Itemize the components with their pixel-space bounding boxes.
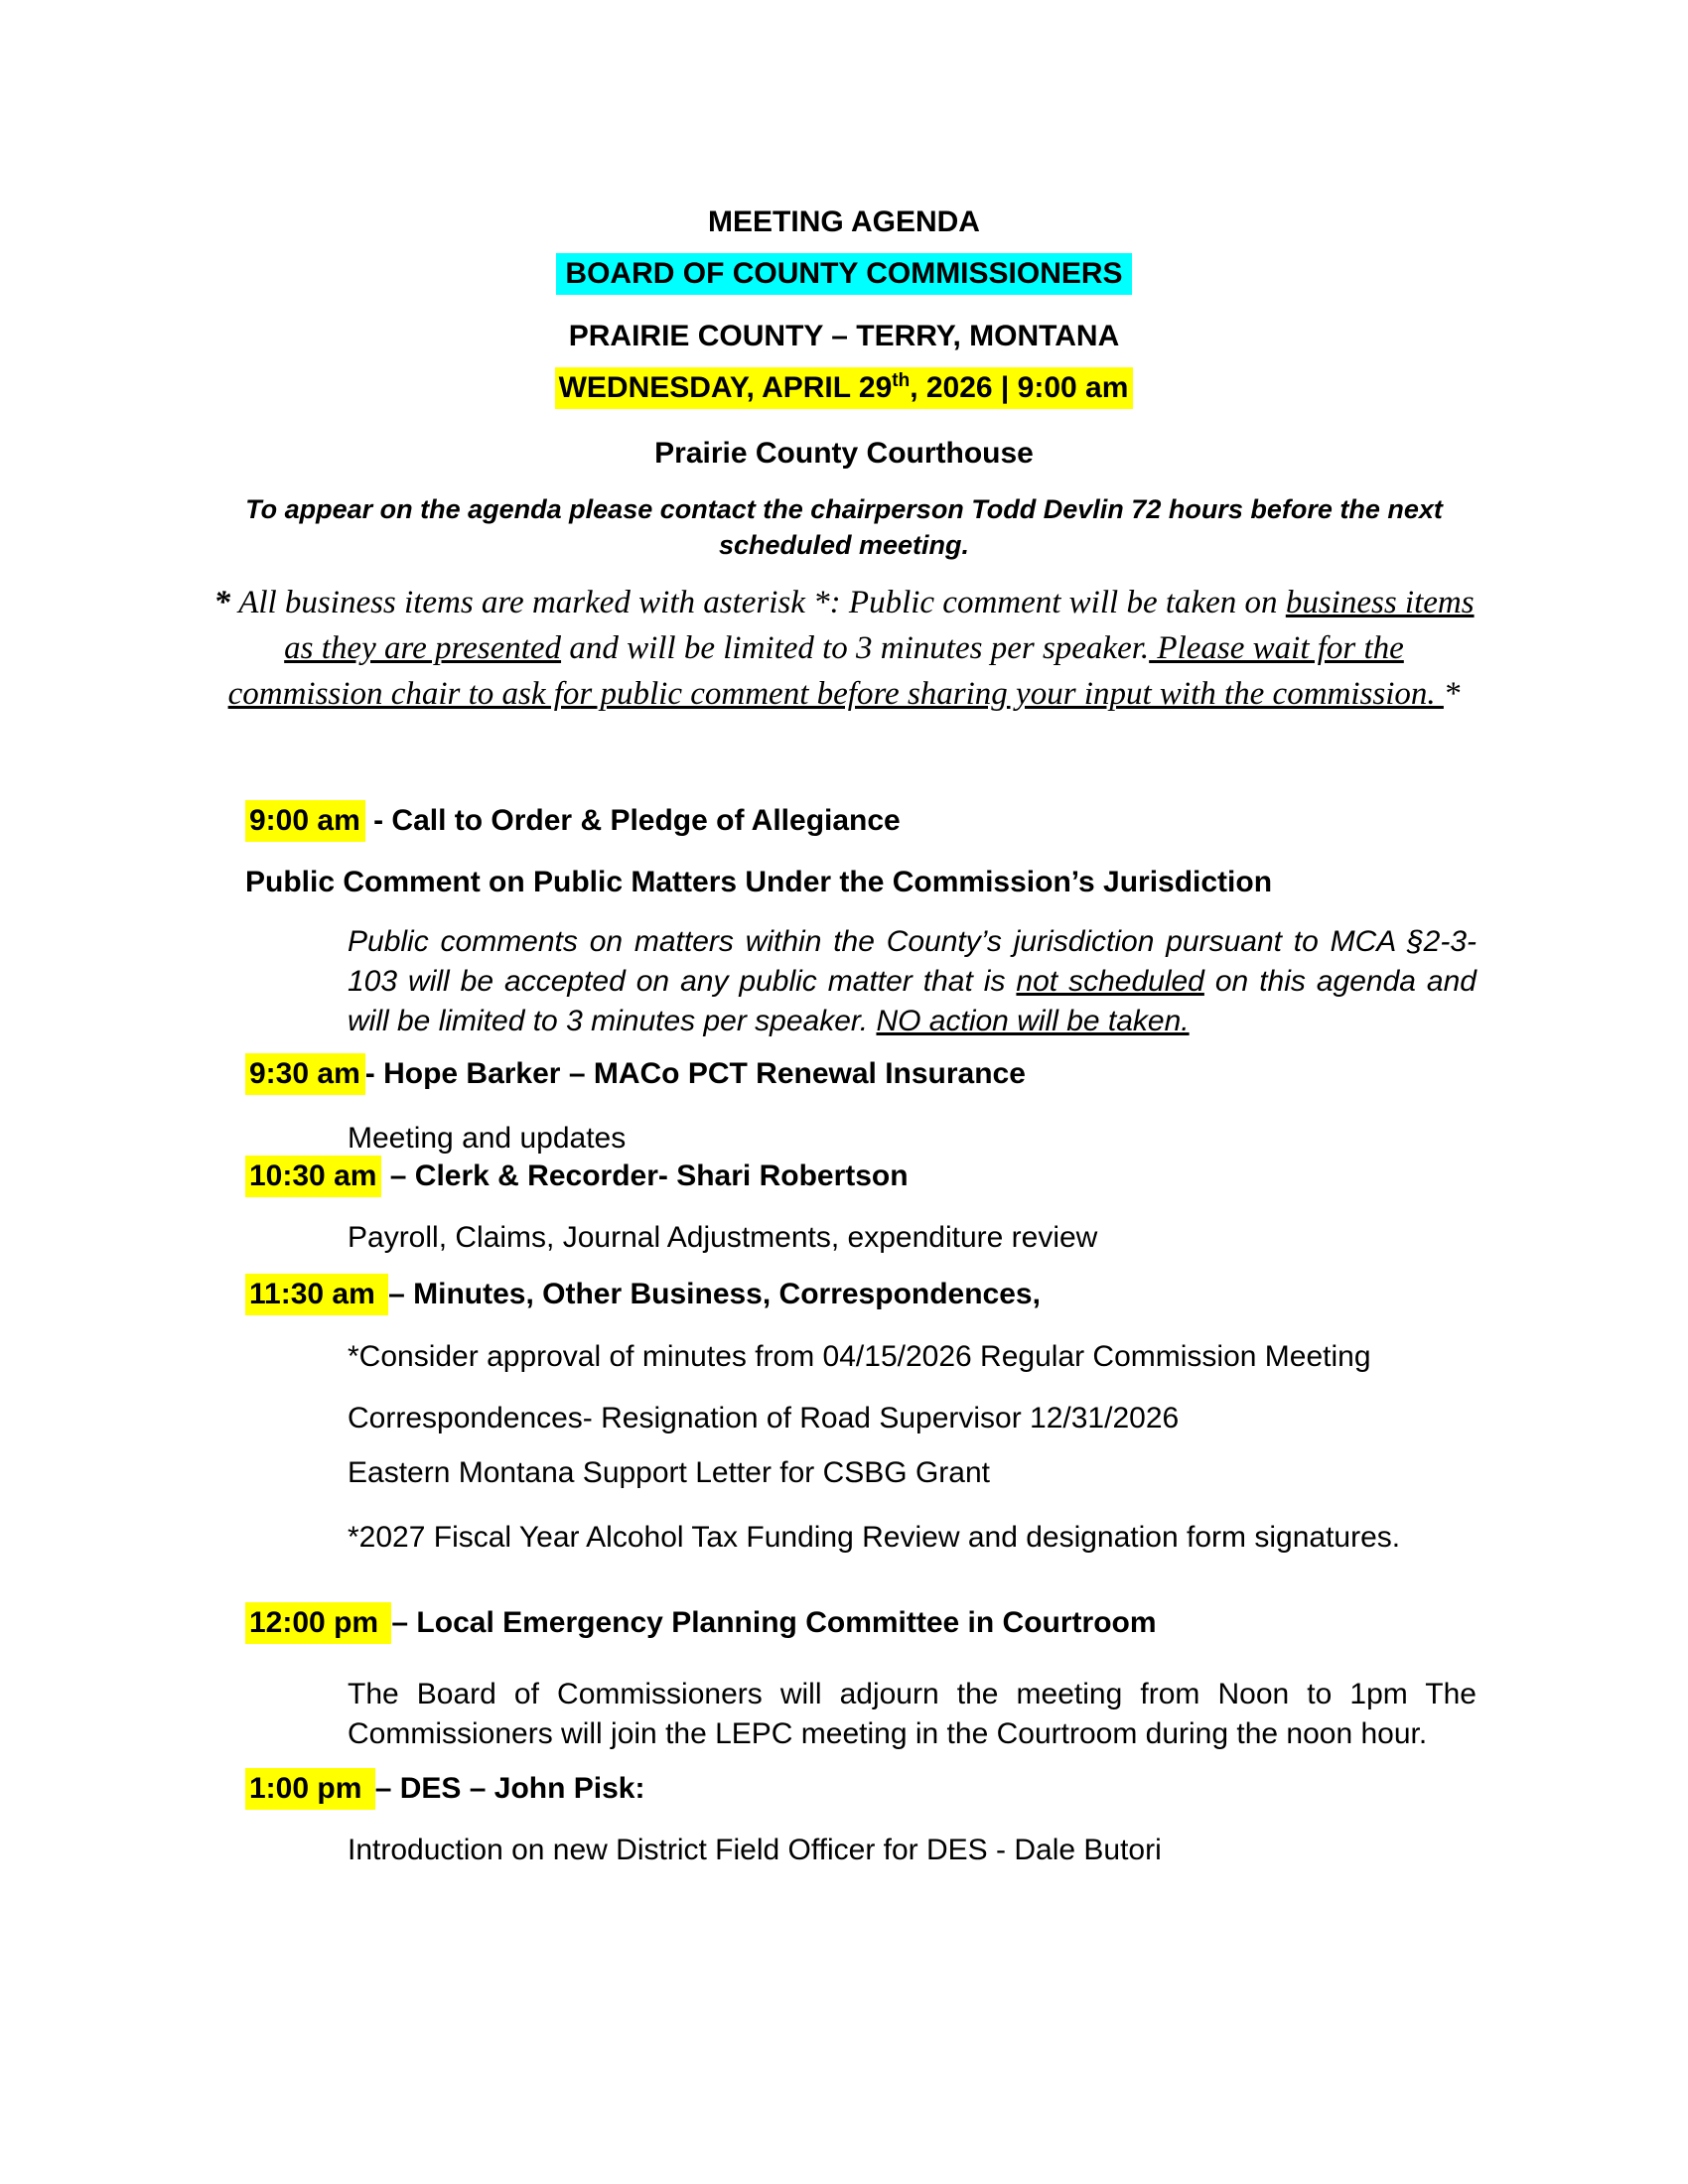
asterisk-note-line: as they are presented and will be limited to 3 minutes per speaker. Please wait for the [284, 630, 1404, 666]
board-heading-highlight: BOARD OF COUNTY COMMISSIONERS [556, 253, 1131, 295]
date-time-text: , 2026 | 9:00 am [910, 371, 1129, 404]
date-ordinal-suffix: th [892, 370, 911, 391]
agenda-item-maco [245, 1054, 1484, 1094]
board-heading [0, 253, 1688, 295]
time-highlight: 11:30 am [245, 1274, 388, 1315]
time-highlight: 1:00 pm [245, 1768, 375, 1810]
agenda-item-des [245, 1769, 1484, 1809]
location-heading: Prairie County Courthouse [654, 437, 1034, 470]
minutes-detail-csbg: Eastern Montana Support Letter for CSBG Grant [348, 1456, 990, 1489]
time-highlight: 10:30 am [245, 1156, 381, 1197]
time-highlight: 9:30 am [245, 1053, 365, 1095]
item-title: - Hope Barker – MACo PCT Renewal Insurance [364, 1057, 1026, 1090]
county-heading: PRAIRIE COUNTY – TERRY, MONTANA [568, 320, 1120, 352]
asterisk-note [0, 580, 1688, 717]
item-title: – Minutes, Other Business, Correspondences, [388, 1278, 1041, 1310]
date-text: WEDNESDAY, APRIL 29 [558, 371, 893, 404]
des-detail: Introduction on new District Field Officer for DES - Dale Butori [348, 1834, 1162, 1866]
item-title: – DES – John Pisk: [374, 1772, 645, 1805]
item-title: – Clerk & Recorder- Shari Robertson [381, 1160, 909, 1192]
date-heading-highlight [555, 367, 1134, 409]
asterisk-note-line: * All business items are marked with asterisk *: Public comment will be taken on business items [213, 585, 1475, 620]
contact-note: To appear on the agenda please contact the chairperson Todd Devlin 72 hours before the next scheduled meeting. [245, 494, 1443, 560]
maco-detail: Meeting and updates [348, 1122, 627, 1155]
lepc-detail: The Board of Commissioners will adjourn the meeting from Noon to 1pm The Commissioners will join the LEPC meeting in the Courtroom during the noon hour. [348, 1678, 1477, 1750]
time-highlight: 9:00 am [245, 800, 365, 842]
item-title: - Call to Order & Pledge of Allegiance [364, 804, 901, 837]
agenda-item-call-to-order [245, 801, 1484, 841]
agenda-section [0, 801, 1688, 1870]
minutes-detail-consider: *Consider approval of minutes from 04/15/2026 Regular Commission Meeting [348, 1340, 1371, 1373]
asterisk-mark: * [213, 585, 239, 620]
date-heading [0, 367, 1688, 409]
agenda-item-minutes [245, 1275, 1484, 1314]
clerk-detail: Payroll, Claims, Journal Adjustments, expenditure review [348, 1221, 1098, 1254]
agenda-item-lepc [245, 1603, 1484, 1643]
public-comment-paragraph: Public comments on matters within the County’s jurisdiction pursuant to MCA §2-3-103 will be accepted on any public matter that is not scheduled on this agenda and will be limited to 3 minutes per speaker. NO action will be taken. [348, 925, 1477, 1037]
minutes-detail-correspondences: Correspondences- Resignation of Road Supervisor 12/31/2026 [348, 1402, 1180, 1434]
time-highlight: 12:00 pm [245, 1602, 391, 1644]
asterisk-note-line: commission chair to ask for public comment before sharing your input with the commission. * [227, 676, 1461, 712]
minutes-detail-alcohol-tax: *2027 Fiscal Year Alcohol Tax Funding Review and designation form signatures. [348, 1521, 1401, 1554]
agenda-item-clerk [245, 1157, 1484, 1196]
item-title: – Local Emergency Planning Committee in Courtroom [391, 1606, 1157, 1639]
public-comment-heading: Public Comment on Public Matters Under the Commission’s Jurisdiction [245, 866, 1273, 898]
page-title: MEETING AGENDA [708, 205, 980, 238]
